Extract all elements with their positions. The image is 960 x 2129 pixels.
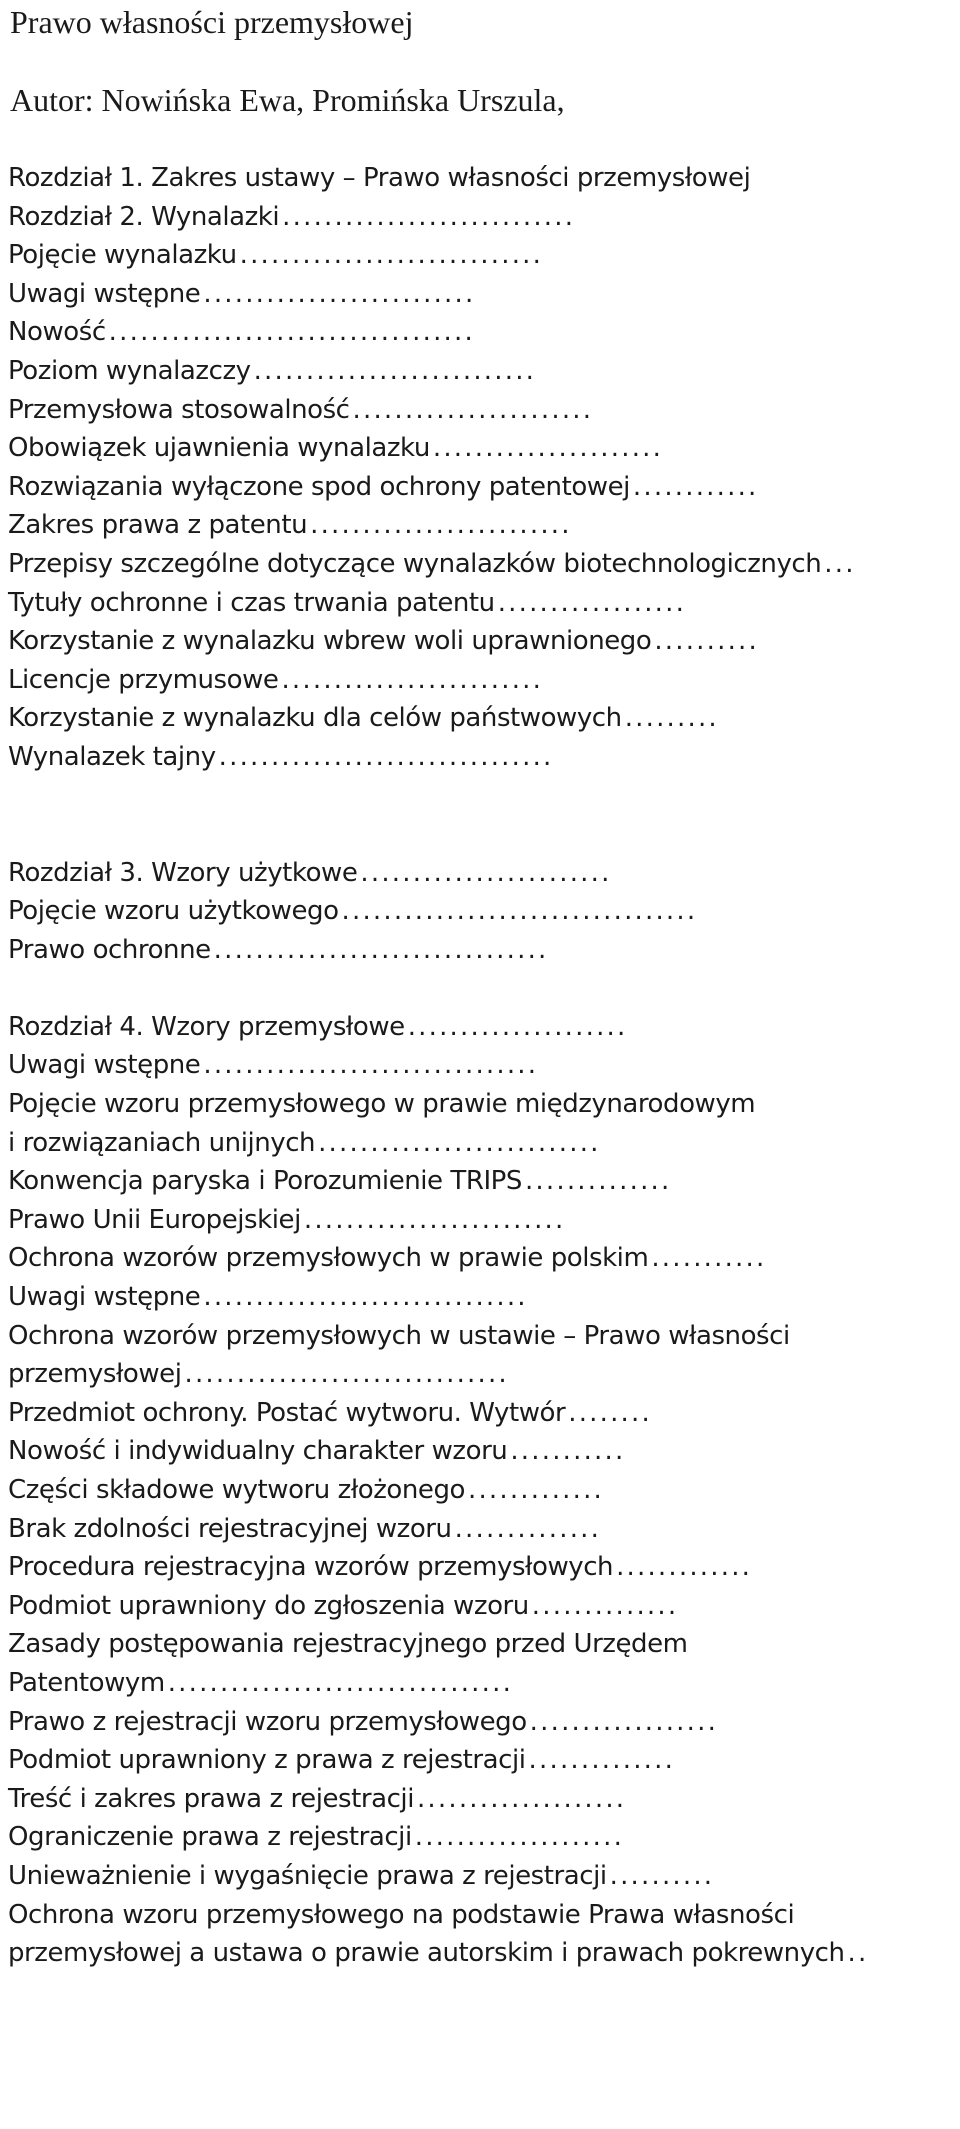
toc-entry (8, 1355, 953, 1394)
toc-entry (8, 1046, 953, 1085)
toc-entry-leader: ......................... (281, 664, 544, 695)
toc-entry (8, 854, 953, 893)
toc-entry (8, 1548, 953, 1587)
toc-entry (8, 1510, 953, 1549)
toc-entry-leader: ................................ (203, 1050, 539, 1081)
toc-entry-leader: ......................... (310, 510, 572, 541)
toc-entry-leader: ............ (632, 471, 759, 502)
toc-entry-leader: .................................. (341, 896, 698, 927)
toc-entry (8, 1896, 953, 1935)
section-spacer (8, 777, 953, 854)
toc-entry-text: Pojęcie wzoru przemysłowego w prawie międzynarodowym (8, 1089, 756, 1120)
toc-entry (8, 622, 953, 661)
document-title: Prawo własności przemysłowej (10, 4, 414, 40)
toc-entry-text: Prawo Unii Europejskiej (8, 1204, 301, 1235)
toc-entry-text: Rozdział 2. Wynalazki (8, 201, 280, 232)
toc-entry-leader: .................. (529, 1706, 719, 1737)
toc-entry-text: Ograniczenie prawa z rejestracji (8, 1822, 412, 1853)
toc-entry-text: Części składowe wytworu złożonego (8, 1475, 465, 1505)
toc-entry (8, 738, 953, 777)
toc-entry-leader: ............................... (203, 1282, 528, 1313)
toc-entry-text: Treść i zakres prawa z rejestracji (8, 1783, 414, 1814)
toc-entry-leader: .............. (528, 1745, 676, 1776)
toc-entry (8, 661, 953, 700)
toc-entry (8, 584, 953, 623)
toc-entry-text: Unieważnienie i wygaśnięcie prawa z rejestracji (8, 1860, 607, 1891)
toc-entry-text: Zasady postępowania rejestracyjnego przed Urzędem (8, 1629, 688, 1660)
toc-entry-text: Uwagi wstępne (8, 278, 201, 309)
toc-entry (8, 1278, 953, 1317)
toc-entry-leader: .................. (497, 587, 687, 618)
toc-entry (8, 1625, 953, 1664)
toc-entry (8, 468, 953, 507)
toc-entry-text: Rozdział 1. Zakres ustawy – Prawo własności przemysłowej (8, 163, 751, 193)
toc-entry (8, 1664, 953, 1703)
toc-entry-text: Przemysłowa stosowalność (8, 394, 350, 425)
toc-entry-text: Poziom wynalazczy (8, 355, 251, 386)
toc-entry-text: Ochrona wzoru przemysłowego na podstawie Prawa własności (8, 1899, 795, 1930)
toc-entry-text: Ochrona wzorów przemysłowych w prawie polskim (8, 1243, 649, 1274)
toc-entry-text: Uwagi wstępne (8, 1282, 201, 1313)
toc-entry (8, 198, 953, 237)
toc-entry (8, 1239, 953, 1278)
toc-entry (8, 236, 953, 275)
toc-entry-text: Pojęcie wzoru użytkowego (8, 896, 339, 927)
toc-entry-leader: ... (824, 548, 856, 579)
toc-entry (8, 1394, 953, 1433)
toc-entry (8, 545, 953, 584)
toc-entry-leader: ........................... (253, 355, 537, 386)
section-spacer (8, 969, 953, 1008)
toc-entry-text: Wynalazek tajny (8, 741, 216, 772)
toc-entry-leader: .......... (609, 1860, 715, 1891)
toc-entry-text: Konwencja paryska i Porozumienie TRIPS (8, 1166, 522, 1197)
toc-entry-text: przemysłowej a ustawa o prawie autorskim i prawach pokrewnych (8, 1938, 845, 1969)
toc-entry (8, 1201, 953, 1240)
toc-entry-leader: ........................ (360, 857, 612, 888)
toc-entry (8, 352, 953, 391)
toc-entry-text: Nowość i indywidualny charakter wzoru (8, 1436, 508, 1467)
toc-entry-leader: ........................... (318, 1127, 601, 1158)
toc-entry-leader: ............. (467, 1475, 605, 1505)
toc-entry (8, 1780, 953, 1819)
toc-entry-leader: ................................ (218, 741, 554, 772)
toc-entry (8, 1317, 953, 1356)
toc-entry-leader: ..................... (407, 1011, 628, 1042)
toc-entry-text: Uwagi wstępne (8, 1050, 201, 1081)
toc-entry (8, 1471, 953, 1510)
toc-entry-leader: ............................... (184, 1359, 509, 1390)
toc-entry-text: Podmiot uprawniony do zgłoszenia wzoru (8, 1590, 529, 1621)
toc-entry-leader: ................................. (167, 1667, 514, 1698)
toc-entry-leader: ............................. (239, 240, 544, 271)
toc-entry-leader: .............. (454, 1513, 602, 1544)
toc-entry (8, 1162, 953, 1201)
toc-entry-text: Ochrona wzorów przemysłowych w ustawie – Prawo własności (8, 1320, 790, 1351)
toc-entry (8, 699, 953, 738)
toc-entry-text: Zakres prawa z patentu (8, 510, 308, 541)
toc-entry (8, 1741, 953, 1780)
toc-entry-text: Patentowym (8, 1667, 165, 1698)
toc-entry-text: Rozdział 3. Wzory użytkowe (8, 857, 358, 888)
toc-entry-text: Korzystanie z wynalazku dla celów państwowych (8, 703, 622, 734)
toc-entry-text: Obowiązek ujawnienia wynalazku (8, 433, 430, 464)
toc-entry-text: Przedmiot ochrony. Postać wytworu. Wytwór (8, 1397, 566, 1428)
toc-entry (8, 1818, 953, 1857)
toc-entry (8, 1008, 953, 1047)
toc-entry-text: Licencje przymusowe (8, 664, 279, 695)
toc-entry-text: Brak zdolności rejestracyjnej wzoru (8, 1513, 452, 1544)
toc-entry-leader: .......... (654, 626, 759, 657)
toc-entry-leader: ................................ (213, 934, 549, 965)
toc-entry (8, 429, 953, 468)
authors-line: Autor: Nowińska Ewa, Promińska Urszula, (10, 82, 565, 118)
toc-entry (8, 1124, 953, 1163)
toc-entry-leader: ............. (616, 1552, 753, 1583)
table-of-contents (8, 159, 953, 1973)
toc-entry (8, 1432, 953, 1471)
toc-entry-text: Rozwiązania wyłączone spod ochrony patentowej (8, 471, 630, 502)
toc-entry-text: i rozwiązaniach unijnych (8, 1127, 316, 1158)
toc-entry-leader: ......................... (303, 1204, 566, 1235)
toc-entry-text: Prawo ochronne (8, 934, 211, 965)
toc-entry-text: Przepisy szczególne dotyczące wynalazków biotechnologicznych (8, 548, 822, 579)
toc-entry-text: Prawo z rejestracji wzoru przemysłowego (8, 1706, 527, 1737)
toc-entry-leader: ....................... (352, 394, 594, 425)
toc-entry (8, 506, 953, 545)
toc-entry-leader: .................... (416, 1783, 627, 1814)
toc-entry-text: Tytuły ochronne i czas trwania patentu (8, 587, 495, 618)
toc-entry-leader: ................................... (108, 317, 475, 348)
toc-entry-leader: .............. (524, 1166, 672, 1197)
toc-entry-leader: ...................... (432, 433, 664, 464)
toc-entry-leader: ............................ (282, 201, 576, 232)
toc-entry (8, 1085, 953, 1124)
toc-entry-leader: ........ (568, 1397, 652, 1428)
toc-entry-text: Procedura rejestracyjna wzorów przemysłowych (8, 1552, 614, 1583)
toc-entry (8, 1857, 953, 1896)
toc-entry-text: Rozdział 4. Wzory przemysłowe (8, 1011, 405, 1042)
toc-entry (8, 391, 953, 430)
toc-entry (8, 275, 953, 314)
toc-entry-text: przemysłowej (8, 1359, 182, 1390)
toc-entry (8, 892, 953, 931)
toc-entry (8, 1703, 953, 1742)
toc-entry-text: Nowość (8, 317, 106, 348)
toc-entry-text: Korzystanie z wynalazku wbrew woli uprawnionego (8, 626, 652, 657)
toc-entry-text: Podmiot uprawniony z prawa z rejestracji (8, 1745, 526, 1776)
toc-entry-text: Pojęcie wynalazku (8, 240, 237, 271)
toc-entry (8, 159, 953, 198)
toc-entry-leader: ........... (510, 1436, 626, 1467)
toc-entry-leader: .. (847, 1938, 869, 1969)
toc-entry-leader: .................... (414, 1822, 625, 1853)
toc-entry (8, 1934, 953, 1973)
toc-entry (8, 1587, 953, 1626)
toc-entry (8, 931, 953, 970)
toc-entry-leader: .......................... (203, 278, 476, 309)
toc-entry-leader: ......... (624, 703, 719, 734)
toc-entry-leader: ........... (651, 1243, 767, 1274)
toc-entry-leader: .............. (531, 1590, 679, 1621)
toc-entry (8, 313, 953, 352)
